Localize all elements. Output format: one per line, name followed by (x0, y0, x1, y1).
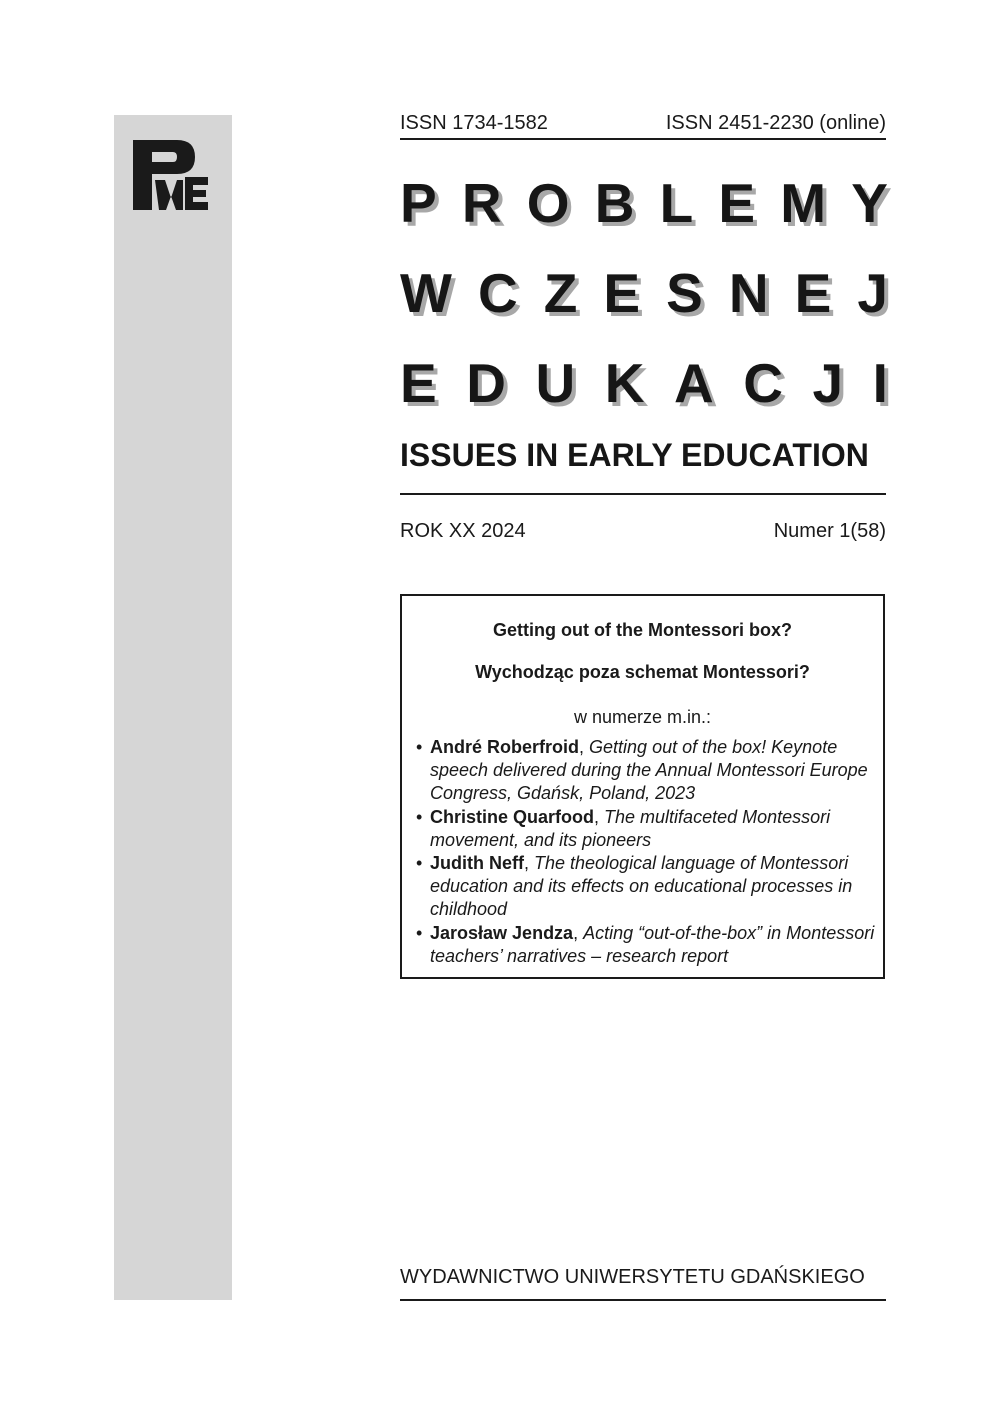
publisher-name: WYDAWNICTWO UNIWERSYTETU GDAŃSKIEGO (400, 1266, 865, 1288)
title-letter: B (594, 171, 635, 234)
bottom-rule (400, 1299, 886, 1301)
pwe-logo-icon (133, 140, 209, 210)
list-item (416, 736, 876, 806)
article-author: André Roberfroid (430, 737, 580, 757)
title-letter: E (794, 261, 832, 324)
article-author: Christine Quarfood (430, 806, 595, 827)
article-author: Judith Neff (430, 853, 524, 874)
title-letter: O (526, 171, 570, 234)
title-letter: M (780, 171, 827, 234)
article-author: Jarosław Jendza (430, 922, 574, 943)
title-letter: D (466, 351, 506, 414)
title-letter: W (400, 261, 452, 324)
list-item (416, 806, 876, 852)
box-intro: w numerzе m.in.: (573, 707, 712, 727)
title-letter: U (535, 351, 576, 414)
issue-number: Numer 1(58) (773, 520, 886, 542)
article-list (416, 736, 876, 968)
title-letter: N (728, 261, 769, 324)
list-item (416, 922, 876, 968)
title-letter: S (666, 261, 703, 324)
title-line-3 (400, 351, 888, 415)
title-letter: K (604, 351, 645, 414)
article-title: The multifaceted Montessori movement, and its pioneers (430, 806, 831, 850)
title-letter: E (400, 351, 437, 414)
issue-row (400, 520, 886, 543)
title-letter: C (477, 261, 518, 324)
side-band (114, 115, 232, 1300)
title-letter: J (857, 261, 888, 324)
title-line-1 (400, 171, 888, 235)
issn-online: ISSN 2451-2230 (online) (665, 112, 886, 134)
title-letter: I (872, 351, 888, 414)
article-separator: , (524, 853, 535, 874)
title-letter: C (743, 351, 784, 414)
article-separator: , (579, 737, 590, 757)
article-separator: , (594, 806, 605, 827)
box-title-pl: Wychodząc poza schemat Montessori? (475, 662, 810, 682)
article-separator: , (573, 922, 584, 943)
title-letter: L (659, 171, 694, 234)
list-item (416, 852, 876, 922)
issn-row (400, 112, 886, 138)
title-letter: E (718, 171, 756, 234)
title-letter: J (812, 351, 844, 414)
title-letter: E (603, 261, 641, 324)
title-rule (400, 493, 886, 495)
box-title-en: Getting out of the Montessori box? (493, 620, 792, 640)
issn-print: ISSN 1734-1582 (400, 112, 548, 134)
title-letter: Z (543, 261, 578, 324)
top-rule (400, 138, 886, 140)
issue-year: ROK XX 2024 (400, 520, 526, 542)
title-letter: Y (851, 171, 888, 234)
english-title: ISSUES IN EARLY EDUCATION (400, 437, 869, 473)
contents-box (400, 594, 885, 979)
title-letter: R (461, 171, 502, 234)
title-letter: P (400, 171, 437, 234)
article-title: Acting “out-of-the-box” in Montessori teachers’ narratives – research report (430, 922, 875, 966)
article-title: Getting out of the box! Keynote speech delivered during the Annual Montessori Europe Congress, Gdańsk, Poland, 2023 (430, 737, 868, 804)
article-title: The theological language of Montessori education and its effects on educational processes in childhood (430, 853, 853, 920)
title-letter: A (674, 351, 714, 414)
title-line-2 (400, 261, 888, 325)
